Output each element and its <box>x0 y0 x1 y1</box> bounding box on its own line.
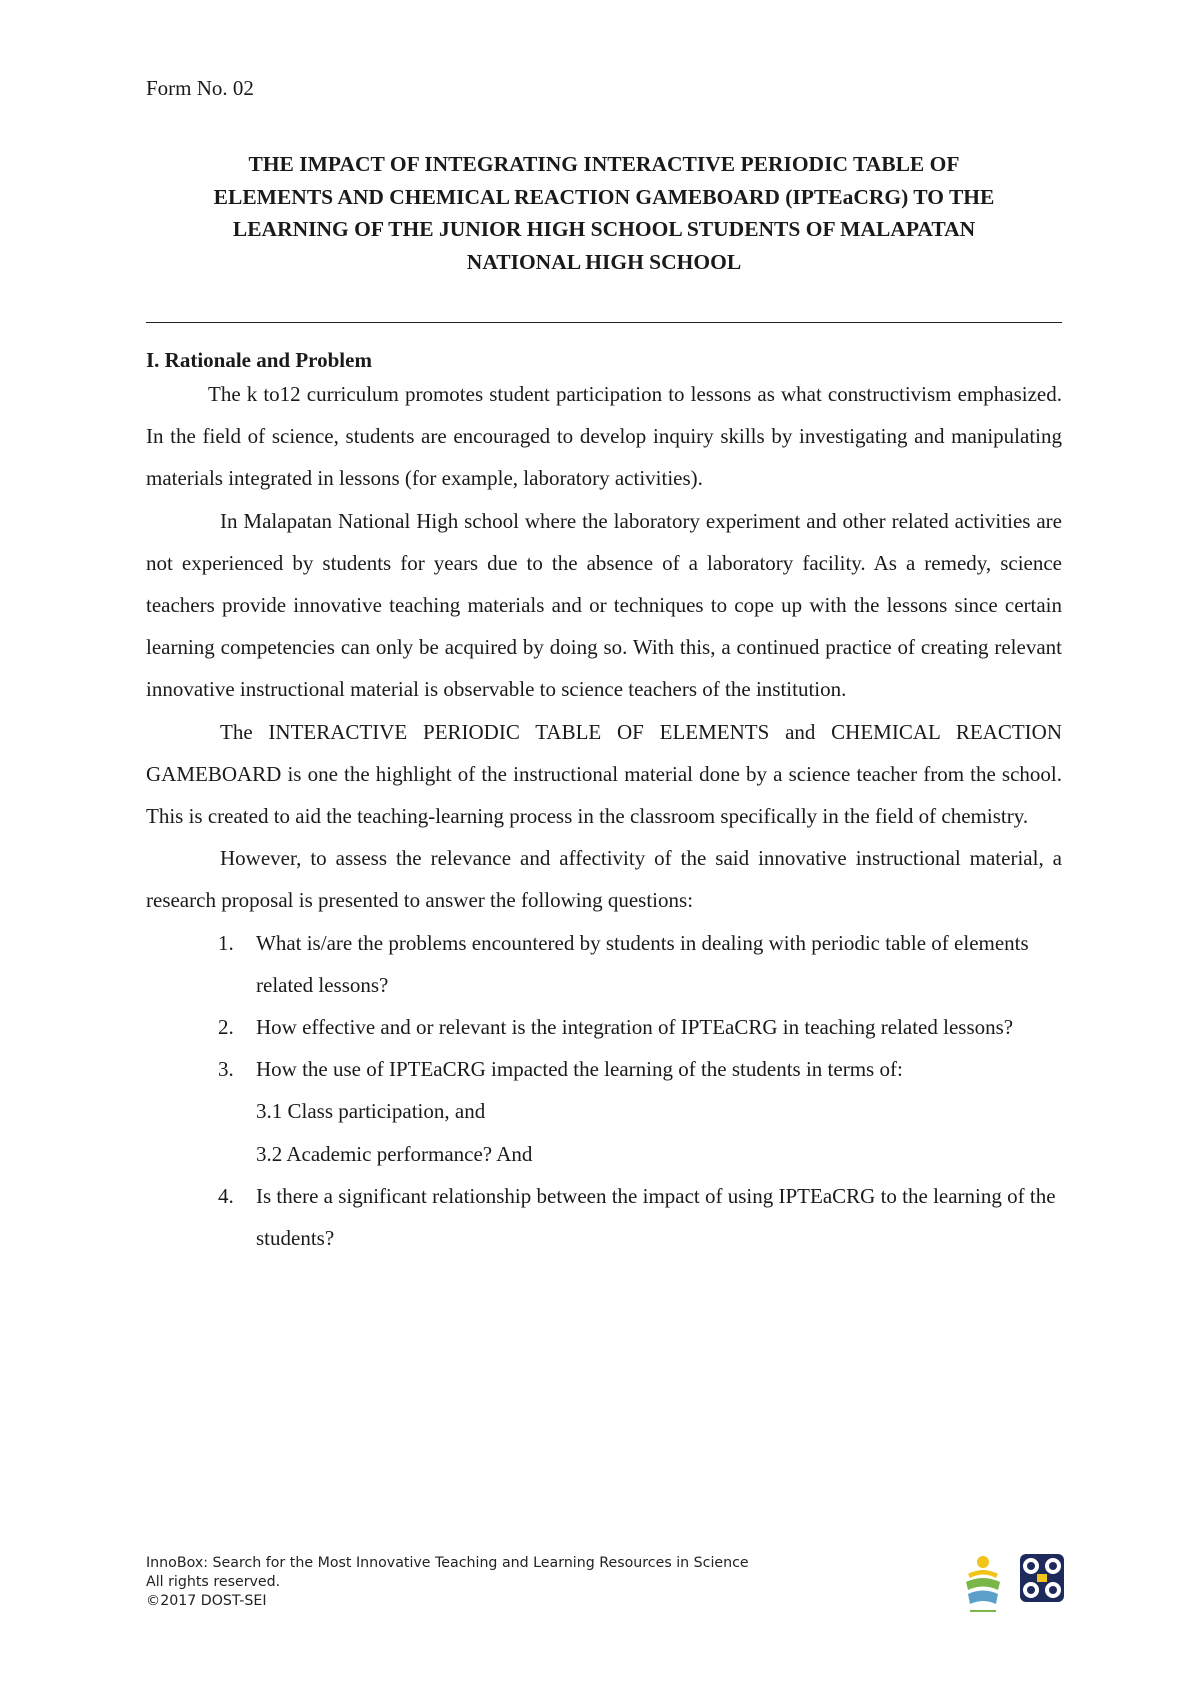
list-text: What is/are the problems encountered by students in dealing with periodic table of elements related lessons? <box>256 930 1029 997</box>
list-item <box>146 1048 1062 1090</box>
form-number: Form No. 02 <box>146 76 254 100</box>
title-divider <box>146 322 1062 323</box>
paragraph: However, to assess the relevance and affectivity of the said innovative instructional material, a research proposal is presented to answer the following questions: <box>146 846 1062 913</box>
list-text: How effective and or relevant is the integration of IPTEaCRG in teaching related lessons? <box>256 1015 1014 1040</box>
title-line: NATIONAL HIGH SCHOOL <box>466 249 742 274</box>
list-number: 3. <box>218 1057 234 1082</box>
section-heading: I. Rationale and Problem <box>146 348 372 372</box>
logo-group <box>958 1550 1068 1630</box>
footer-line: ©2017 DOST-SEI <box>146 1593 267 1609</box>
footer-line: All rights reserved. <box>146 1574 281 1590</box>
footer-line: InnoBox: Search for the Most Innovative Teaching and Learning Resources in Science <box>146 1555 749 1571</box>
sub-list-item: 3.1 Class participation, and <box>256 1099 486 1124</box>
sub-list-item: 3.2 Academic performance? And <box>256 1141 533 1166</box>
list-item <box>146 1006 1062 1048</box>
page-footer <box>146 1554 749 1611</box>
title-line: LEARNING OF THE JUNIOR HIGH SCHOOL STUDENTS OF MALAPATAN <box>232 217 976 241</box>
title-line: ELEMENTS AND CHEMICAL REACTION GAMEBOARD (IPTEaCRG) TO THE <box>213 184 995 209</box>
list-item <box>146 1175 1062 1259</box>
list-number: 2. <box>218 1015 234 1040</box>
list-text: Is there a significant relationship between the impact of using IPTEaCRG to the learning of the students? <box>256 1183 1056 1251</box>
paragraph: The k to12 curriculum promotes student participation to lessons as what constructivism emphasized. In the field of science, students are encouraged to develop inquiry skills by investigating and manipulating materials integrated in lessons (for example, laboratory activities). <box>146 382 1062 491</box>
list-item <box>146 922 1062 1006</box>
question-list <box>146 922 1062 1260</box>
list-text: How the use of IPTEaCRG impacted the learning of the students in terms of: <box>256 1057 903 1082</box>
section-body <box>146 373 1062 1259</box>
paragraph: The INTERACTIVE PERIODIC TABLE OF ELEMENTS and CHEMICAL REACTION GAMEBOARD is one the highlight of the instructional material done by a science teacher from the school. This is created to aid the teaching-learning process in the classroom specifically in the field of chemistry. <box>146 719 1062 829</box>
title-line: THE IMPACT OF INTEGRATING INTERACTIVE PERIODIC TABLE OF <box>248 152 960 176</box>
sei-logo <box>966 1556 1000 1612</box>
dost-logo <box>1020 1554 1064 1602</box>
document-title <box>146 148 1062 278</box>
list-number: 4. <box>218 1183 234 1208</box>
paragraph: In Malapatan National High school where the laboratory experiment and other related activities are not experienced by students for years due to the absence of a laboratory facility. As a remedy, science teachers provide innovative teaching materials and or techniques to cope up with the lessons since certain learning competencies can only be acquired by doing so. With this, a continued practice of creating relevant innovative instructional material is observable to science teachers of the institution. <box>146 508 1062 702</box>
list-number: 1. <box>218 930 234 955</box>
footer-logos <box>958 1550 1068 1630</box>
